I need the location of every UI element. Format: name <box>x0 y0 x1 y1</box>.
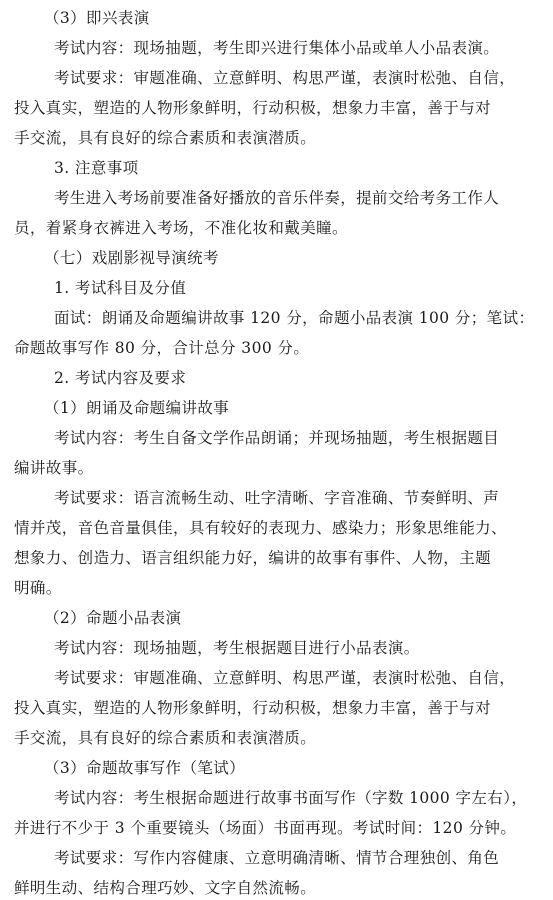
paragraph-line: 投入真实，塑造的人物形象鲜明，行动积极，想象力丰富，善于与对 <box>14 699 492 717</box>
document-page <box>14 6 539 900</box>
subsection-heading-improvisation: （3）即兴表演 <box>44 9 150 27</box>
paragraph-line: 考试要求：审题准确、立意鲜明、构思严谨，表演时松弛、自信， <box>54 669 516 687</box>
paragraph-line: 考生进入考场前要准备好播放的音乐伴奏，提前交给考务工作人 <box>54 189 500 207</box>
paragraph-line: 手交流，具有良好的综合素质和表演潜质。 <box>14 129 317 147</box>
subsection-heading-sketch: （2）命题小品表演 <box>44 609 182 627</box>
paragraph-line: 明确。 <box>14 579 62 597</box>
chapter-heading-directing: （七）戏剧影视导演统考 <box>44 249 219 267</box>
paragraph-line: 编讲故事。 <box>14 459 94 477</box>
paragraph-line: 并进行不少于 3 个重要镜头（场面）书面再现。考试时间：120 分钟。 <box>14 819 517 837</box>
paragraph-line: 想象力、创造力、语言组织能力好，编讲的故事有事件、人物，主题 <box>14 549 492 567</box>
paragraph-line: 面试：朗诵及命题编讲故事 120 分，命题小品表演 100 分；笔试： <box>54 309 535 327</box>
paragraph-line: 考试内容：考生自备文学作品朗诵；并现场抽题，考生根据题目 <box>54 429 500 447</box>
paragraph-line: 员，着紧身衣裤进入考场，不准化妆和戴美瞳。 <box>14 219 348 237</box>
paragraph-line: 考试内容：考生根据命题进行故事书面写作（字数 1000 字左右）， <box>54 789 528 807</box>
subsection-heading-writing: （3）命题故事写作（笔试） <box>44 759 246 777</box>
paragraph-line: 考试内容：现场抽题，考生根据题目进行小品表演。 <box>54 639 420 657</box>
paragraph-line: 投入真实，塑造的人物形象鲜明，行动积极，想象力丰富，善于与对 <box>14 99 492 117</box>
paragraph-line: 鲜明生动、结构合理巧妙、文字自然流畅。 <box>14 879 317 897</box>
section-heading-notes: 3. 注意事项 <box>54 159 139 177</box>
subsection-heading-recitation: （1）朗诵及命题编讲故事 <box>44 399 230 417</box>
paragraph-line: 考试内容：现场抽题，考生即兴进行集体小品或单人小品表演。 <box>54 39 500 57</box>
paragraph-line: 情并茂，音色音量俱佳，具有较好的表现力、感染力；形象思维能力、 <box>14 519 507 537</box>
paragraph-line: 考试要求：写作内容健康、立意明确清晰、情节合理独创、角色 <box>54 849 500 867</box>
section-heading-subjects: 1. 考试科目及分值 <box>54 279 187 297</box>
paragraph-line: 考试要求：审题准确、立意鲜明、构思严谨，表演时松弛、自信， <box>54 69 516 87</box>
paragraph-line: 命题故事写作 80 分，合计总分 300 分。 <box>14 339 310 357</box>
paragraph-line: 考试要求：语言流畅生动、吐字清晰、字音准确、节奏鲜明、声 <box>54 489 500 507</box>
section-heading-content: 2. 考试内容及要求 <box>54 369 187 387</box>
paragraph-line: 手交流，具有良好的综合素质和表演潜质。 <box>14 729 317 747</box>
